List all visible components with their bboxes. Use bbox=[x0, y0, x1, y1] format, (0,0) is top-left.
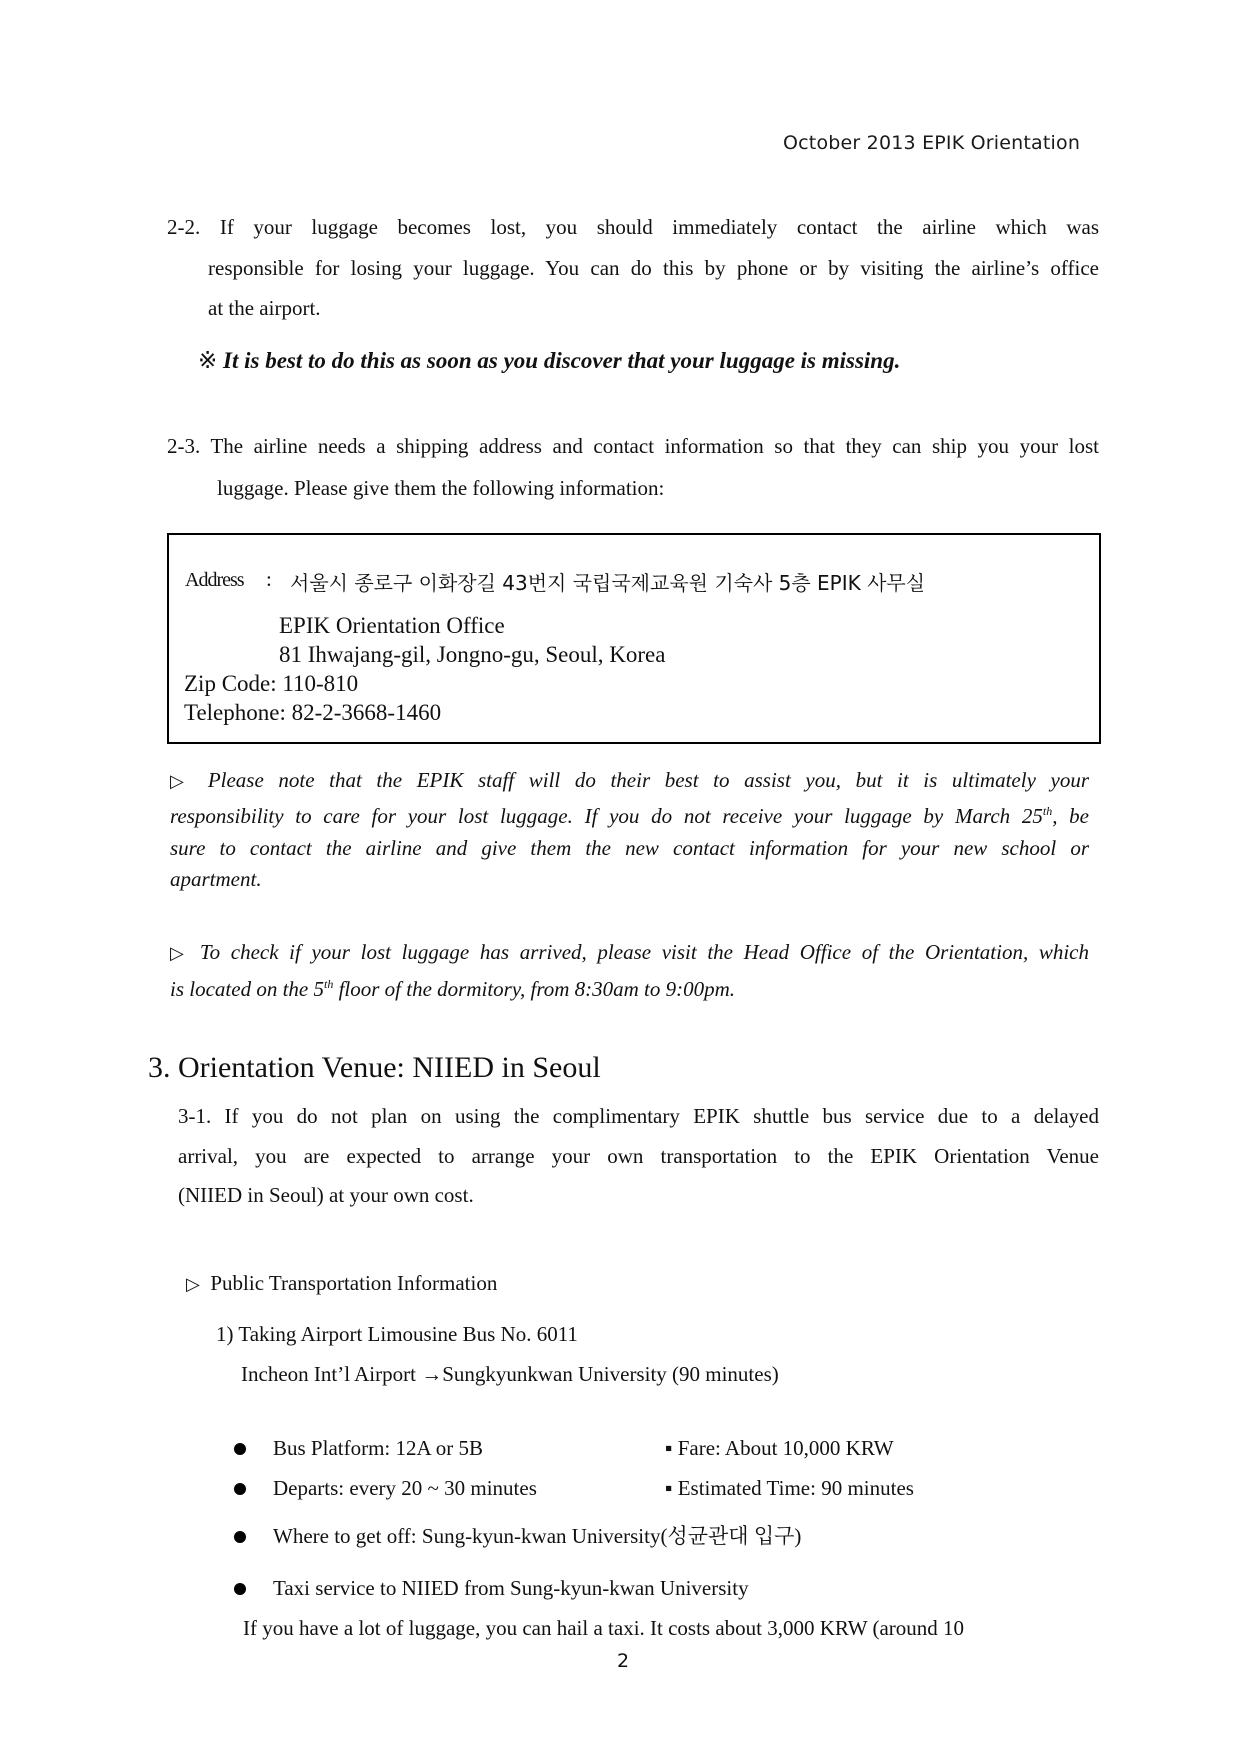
important-note bbox=[198, 349, 900, 373]
note-text: It is best to do this as soon as you discover that your luggage is missing. bbox=[223, 348, 901, 373]
note-1-line-2 bbox=[170, 806, 1089, 827]
note-2-line-1 bbox=[170, 942, 1089, 963]
list-item: ▪ Estimated Time: 90 minutes bbox=[665, 1476, 914, 1500]
paragraph-2-2-line-1 bbox=[167, 217, 1099, 238]
section-heading: 3. Orientation Venue: NIIED in Seoul bbox=[148, 1051, 601, 1084]
text: Please note that the EPIK staff will do their best to assist you, but it is ultimately your bbox=[207, 768, 1089, 792]
korean-address: 서울시 종로구 이화장길 43번지 국립국제교육원 기숙사 5층 EPIK 사무실 bbox=[290, 571, 926, 595]
transport-heading bbox=[186, 1273, 497, 1294]
paragraph-3-1-line-1: 3-1. If you do not plan on using the complimentary EPIK shuttle bus service due to a delayed bbox=[178, 1104, 1099, 1128]
telephone: Telephone: 82-2-3668-1460 bbox=[184, 700, 442, 725]
text: floor of the dormitory, from 8:30am to 9:00pm. bbox=[333, 977, 736, 1001]
item-number: 2-2. bbox=[167, 215, 201, 239]
paragraph-2-3-line-2: luggage. Please give them the following information: bbox=[217, 476, 665, 500]
ordinal-suffix: th bbox=[1042, 804, 1053, 818]
paragraph-2-2-line-3: at the airport. bbox=[208, 296, 321, 320]
text: Public Transportation Information bbox=[210, 1271, 498, 1295]
text: responsibility to care for your lost luggage. If you do not receive your luggage by March 25 bbox=[170, 804, 1043, 828]
bullet-icon bbox=[234, 1483, 246, 1495]
list-item: ▪ Fare: About 10,000 KRW bbox=[665, 1436, 894, 1460]
taxi-text: If you have a lot of luggage, you can hail a taxi. It costs about 3,000 KRW (around 10 bbox=[243, 1616, 965, 1640]
ordinal-suffix: th bbox=[323, 977, 334, 991]
note-1-line-3: sure to contact the airline and give them the new contact information for your new school or bbox=[170, 836, 1089, 860]
triangle-marker-icon: ▷ bbox=[186, 1274, 200, 1295]
item-number: 2-3. bbox=[167, 434, 201, 458]
text: To check if your lost luggage has arrived, please visit the Head Office of the Orientation, which bbox=[199, 940, 1090, 964]
text: , be bbox=[1052, 804, 1089, 828]
bullet-icon bbox=[234, 1531, 246, 1543]
paragraph-3-1-line-3: (NIIED in Seoul) at your own cost. bbox=[178, 1183, 474, 1207]
note-1-line-1 bbox=[170, 770, 1089, 791]
text: If your luggage becomes lost, you should immediately contact the airline which was bbox=[219, 215, 1100, 239]
running-header: October 2013 EPIK Orientation bbox=[783, 132, 1081, 154]
page-number: 2 bbox=[617, 1650, 630, 1672]
zip-code: Zip Code: 110-810 bbox=[184, 671, 359, 696]
street-address: 81 Ihwajang-gil, Jongno-gu, Seoul, Korea bbox=[279, 642, 666, 667]
office-name: EPIK Orientation Office bbox=[279, 613, 505, 638]
list-item: Departs: every 20 ~ 30 minutes bbox=[273, 1476, 537, 1500]
list-item: Bus Platform: 12A or 5B bbox=[273, 1436, 484, 1460]
bullet-icon bbox=[234, 1583, 246, 1595]
note-2-line-2 bbox=[170, 979, 735, 1000]
paragraph-2-2-line-2: responsible for losing your luggage. You can do this by phone or by visiting the airline’s office bbox=[208, 256, 1099, 280]
triangle-marker-icon: ▷ bbox=[170, 943, 190, 964]
bus-option-title: 1) Taking Airport Limousine Bus No. 6011 bbox=[216, 1322, 578, 1346]
bullet-icon bbox=[234, 1443, 246, 1455]
list-item: Taxi service to NIIED from Sung-kyun-kwan University bbox=[273, 1576, 749, 1600]
triangle-marker-icon: ▷ bbox=[170, 771, 194, 792]
text: The airline needs a shipping address and contact information so that they can ship you your lost bbox=[210, 434, 1100, 458]
address-separator: : bbox=[266, 567, 272, 591]
text: is located on the 5 bbox=[170, 977, 324, 1001]
bus-route: Incheon Int’l Airport →Sungkyunkwan University (90 minutes) bbox=[241, 1362, 779, 1386]
list-item: Where to get off: Sung-kyun-kwan University(성균관대 입구) bbox=[273, 1524, 802, 1548]
paragraph-3-1-line-2: arrival, you are expected to arrange your own transportation to the EPIK Orientation Venue bbox=[178, 1144, 1099, 1168]
address-label: Address bbox=[185, 569, 244, 591]
reference-mark-icon: ※ bbox=[198, 348, 218, 374]
paragraph-2-3-line-1 bbox=[167, 436, 1099, 457]
note-1-line-4: apartment. bbox=[170, 867, 262, 891]
